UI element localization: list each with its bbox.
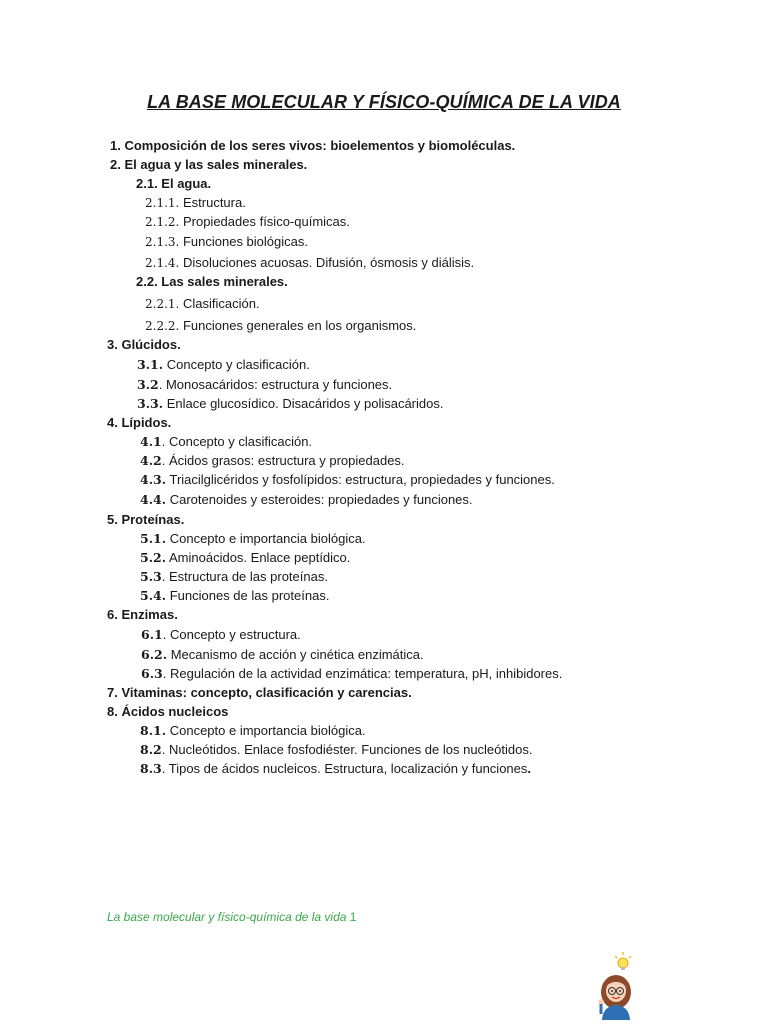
toc-item: 5.2. Aminoácidos. Enlace peptídico. [140, 550, 351, 565]
toc-item: 4.4. Carotenoides y esteroides: propiedades y funciones. [140, 492, 473, 507]
toc-item: 2. El agua y las sales minerales. [110, 157, 308, 172]
page-title: LA BASE MOLECULAR Y FÍSICO-QUÍMICA DE LA VIDA [147, 92, 621, 112]
toc-item: 2.2.2. Funciones generales en los organismos. [145, 318, 417, 333]
toc-item: 4. Lípidos. [107, 415, 172, 430]
toc-item: 2.2. Las sales minerales. [136, 274, 288, 289]
toc-item: 2.1.3. Funciones biológicas. [145, 234, 308, 249]
toc-item: 4.1. Concepto y clasificación. [140, 434, 313, 449]
toc-item: 3.3. Enlace glucosídico. Disacáridos y polisacáridos. [137, 396, 444, 411]
lightbulb-icon [615, 952, 631, 970]
toc-item: 5.4. Funciones de las proteínas. [140, 588, 330, 603]
toc-item: 5. Proteínas. [107, 512, 185, 527]
toc-item: 8. Ácidos nucleicos [107, 704, 229, 719]
toc-item: 3.2. Monosacáridos: estructura y funciones. [137, 377, 393, 392]
toc-item: 2.1. El agua. [136, 176, 212, 191]
toc-item: 2.1.4. Disoluciones acuosas. Difusión, ósmosis y diálisis. [145, 255, 475, 270]
cartoon-woman-lightbulb-icon [592, 950, 640, 1020]
toc-item: 3. Glúcidos. [107, 337, 181, 352]
toc-item: 8.3. Tipos de ácidos nucleicos. Estructura, localización y funciones. [140, 761, 532, 776]
toc-item: 6.3. Regulación de la actividad enzimática: temperatura, pH, inhibidores. [141, 666, 563, 681]
toc-item: 2.2.1. Clasificación. [145, 296, 260, 311]
toc-item: 2.1.2. Propiedades físico-químicas. [145, 214, 350, 229]
toc-item: 6.2. Mecanismo de acción y cinética enzimática. [141, 647, 424, 662]
toc-item: 5.1. Concepto e importancia biológica. [140, 531, 366, 546]
toc-item: 4.3. Triacilglicéridos y fosfolípidos: estructura, propiedades y funciones. [140, 472, 555, 487]
toc-item: 3.1. Concepto y clasificación. [137, 357, 310, 372]
toc-item: 7. Vitaminas: concepto, clasificación y carencias. [107, 685, 412, 700]
toc-item: 8.2. Nucleótidos. Enlace fosfodiéster. Funciones de los nucleótidos. [140, 742, 533, 757]
toc-item: 6. Enzimas. [107, 607, 178, 622]
toc-item: 8.1. Concepto e importancia biológica. [140, 723, 366, 738]
toc-item: 6.1. Concepto y estructura. [141, 627, 301, 642]
toc-item: 4.2. Ácidos grasos: estructura y propiedades. [140, 453, 405, 468]
toc-item: 2.1.1. Estructura. [145, 195, 246, 210]
toc-item: 1. Composición de los seres vivos: bioelementos y biomoléculas. [110, 138, 516, 153]
toc-item: 5.3. Estructura de las proteínas. [140, 569, 328, 584]
page-footer: La base molecular y físico-química de la vida 1 [107, 910, 357, 924]
